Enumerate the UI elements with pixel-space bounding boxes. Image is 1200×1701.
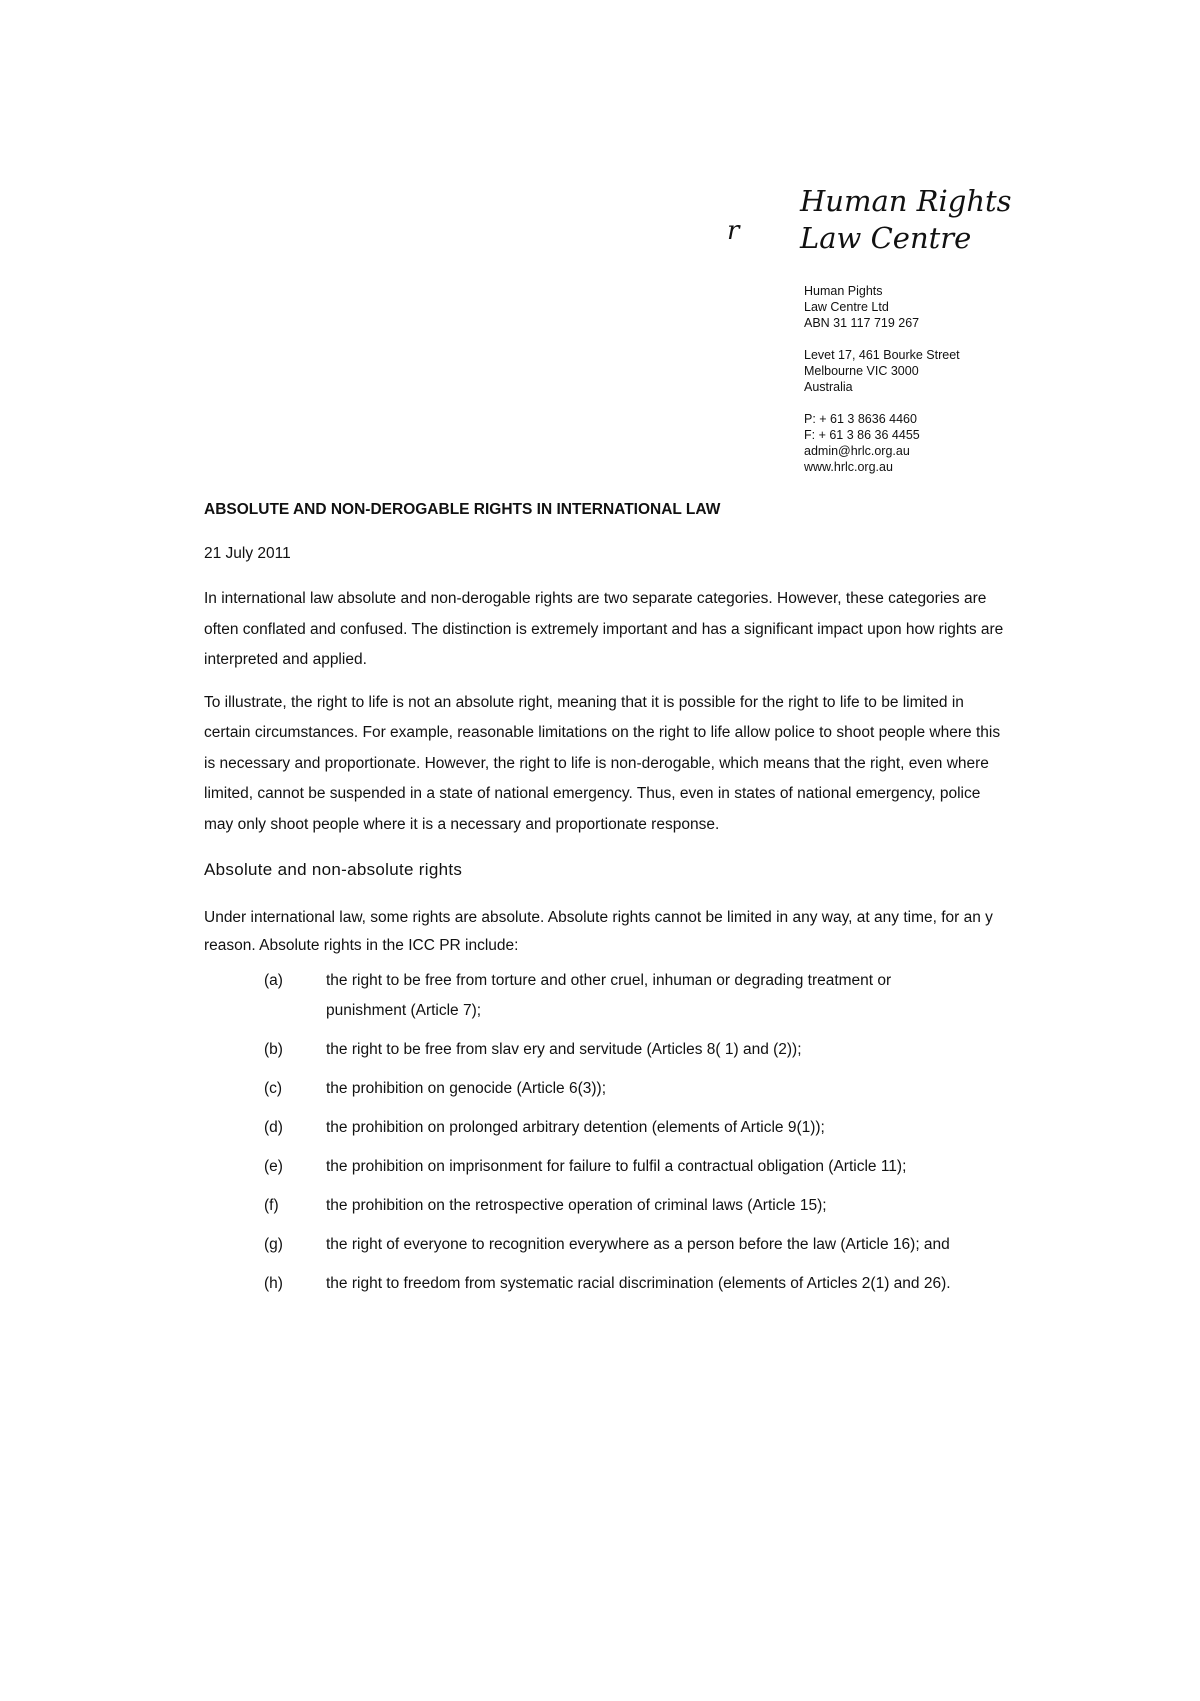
address-line: ABN 31 117 719 267 bbox=[804, 316, 920, 330]
list-item bbox=[204, 966, 1004, 1026]
list-item bbox=[204, 1191, 1004, 1221]
address-line: Australia bbox=[804, 380, 853, 394]
list-text: the right to be free from slav ery and servitude (Articles 8( 1) and (2)); bbox=[326, 1041, 802, 1058]
list-item bbox=[204, 1035, 1004, 1065]
paragraph: In international law absolute and non-derogable rights are two separate categories. However, these categories are often conflated and confused. The distinction is extremely important and has a significant impact upon how rights are interpreted and applied. bbox=[204, 590, 1004, 668]
email-link[interactable]: admin@hrlc.org.au bbox=[804, 444, 910, 458]
list-item bbox=[204, 1113, 1004, 1143]
list-marker: (f) bbox=[264, 1197, 279, 1214]
address-line: Levet 17, 461 Bourke Street bbox=[804, 348, 960, 362]
document-date: 21 July 2011 bbox=[204, 545, 291, 562]
list-text: the prohibition on genocide (Article 6(3)); bbox=[326, 1080, 607, 1097]
list-marker: (b) bbox=[264, 1041, 283, 1058]
list-text: the right to freedom from systematic racial discrimination (elements of Articles 2(1) and 26). bbox=[326, 1275, 951, 1292]
logo-mark: r bbox=[727, 216, 740, 246]
address-line: Law Centre Ltd bbox=[804, 300, 889, 314]
document-body bbox=[204, 500, 1004, 1308]
organisation-details bbox=[804, 283, 960, 331]
list-marker: (a) bbox=[264, 972, 283, 989]
list-marker: (e) bbox=[264, 1158, 283, 1175]
list-text: the right of everyone to recognition everywhere as a person before the law (Article 16); and bbox=[326, 1236, 950, 1253]
list-marker: (c) bbox=[264, 1080, 283, 1097]
document-title: ABSOLUTE AND NON-DEROGABLE RIGHTS IN INTERNATIONAL LAW bbox=[204, 501, 721, 518]
paragraph: Under international law, some rights are absolute. Absolute rights cannot be limited in any way, at any time, for an y reason. Absolute rights in the ICC PR include: bbox=[204, 909, 993, 954]
logo-line-2: Law Centre bbox=[800, 221, 972, 255]
list-text: the prohibition on imprisonment for failure to fulfil a contractual obligation (Article 11); bbox=[326, 1158, 907, 1175]
list-marker: (g) bbox=[264, 1236, 283, 1253]
street-address bbox=[804, 347, 960, 395]
paragraph: To illustrate, the right to life is not an absolute right, meaning that it is possible for the right to life to be limited in certain circumstances. For example, reasonable limitations on the right to life allow police to shoot people where this is necessary and proportionate. However, the right to life is non-derogable, which means that the right, even where limited, cannot be suspended in a state of national emergency. Thus, even in states of national emergency, police may only shoot people where it is a necessary and proportionate response. bbox=[204, 693, 1001, 833]
logo bbox=[800, 183, 1012, 257]
list-item bbox=[204, 1269, 1004, 1299]
section-heading: Absolute and non-absolute rights bbox=[204, 860, 463, 879]
list-text: the prohibition on prolonged arbitrary detention (elements of Article 9(1)); bbox=[326, 1119, 825, 1136]
website-link[interactable]: www.hrlc.org.au bbox=[804, 460, 893, 474]
contact-details bbox=[804, 411, 960, 475]
list-item bbox=[204, 1074, 1004, 1104]
address-line: Melbourne VIC 3000 bbox=[804, 364, 919, 378]
list-item bbox=[204, 1230, 1004, 1260]
list-text: the prohibition on the retrospective operation of criminal laws (Article 15); bbox=[326, 1197, 827, 1214]
list-text: the right to be free from torture and other cruel, inhuman or degrading treatment or punishment (Article 7); bbox=[326, 972, 892, 1019]
phone: P: + 61 3 8636 4460 bbox=[804, 412, 917, 426]
list-marker: (d) bbox=[264, 1119, 283, 1136]
list-item bbox=[204, 1152, 1004, 1182]
fax: F: + 61 3 86 36 4455 bbox=[804, 428, 920, 442]
list-marker: (h) bbox=[264, 1275, 283, 1292]
address-line: Human Pights bbox=[804, 284, 883, 298]
rights-list bbox=[204, 966, 1004, 1299]
address-block bbox=[804, 283, 960, 491]
logo-line-1: Human Rights bbox=[800, 184, 1012, 218]
